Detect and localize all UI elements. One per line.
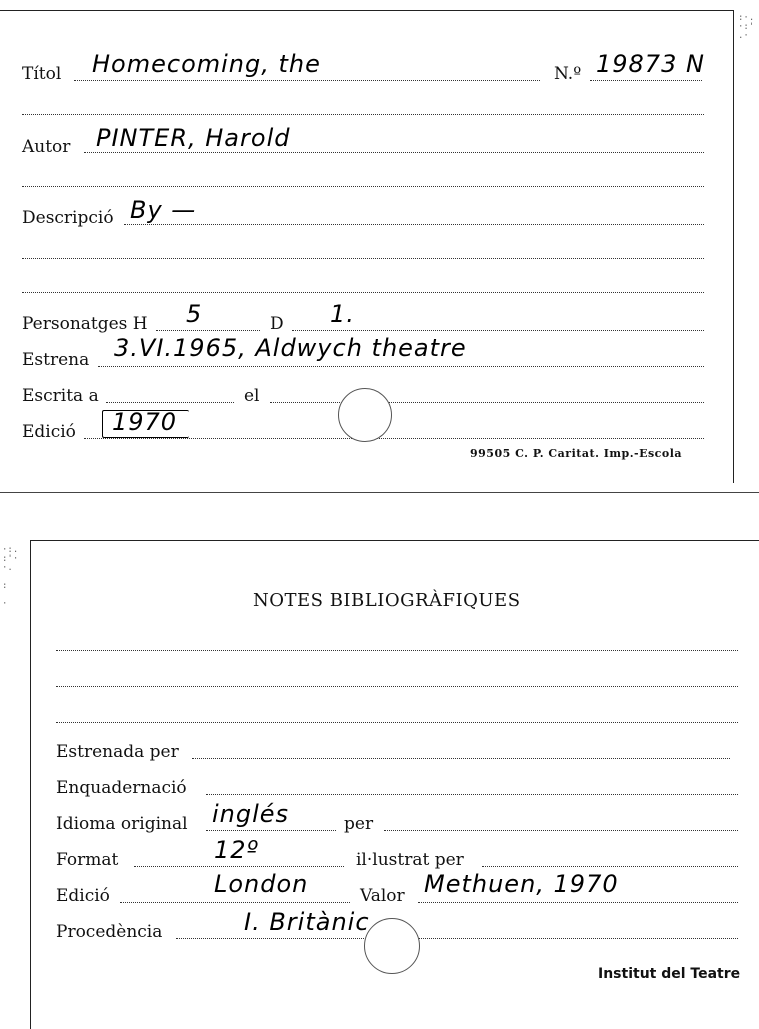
edicio-label-2: Edició — [56, 886, 110, 906]
escrita-label: Escrita a — [22, 386, 99, 406]
descripcio-label: Descripció — [22, 208, 114, 228]
edicio-line-2 — [120, 902, 350, 903]
descripcio-line — [124, 224, 704, 225]
autor-line — [84, 152, 704, 153]
blank-line — [56, 650, 738, 651]
el-label: el — [244, 386, 260, 406]
blank-line — [22, 292, 704, 293]
enquadernacio-line — [206, 794, 738, 795]
autor-value: PINTER, Harold — [96, 124, 291, 152]
estrenada-label: Estrenada per — [56, 742, 179, 762]
estrena-value: 3.VI.1965, Aldwych theatre — [114, 334, 467, 362]
el-line — [270, 402, 704, 403]
per-line — [384, 830, 738, 831]
edicio-value-2: London — [214, 870, 309, 898]
procedencia-value: I. Britànic — [244, 908, 370, 936]
estrena-label: Estrena — [22, 350, 90, 370]
edicio-value: 1970 — [112, 408, 178, 436]
idioma-value: inglés — [212, 800, 290, 828]
titol-label: Títol — [22, 64, 62, 84]
autor-label: Autor — [22, 137, 71, 157]
blank-line — [22, 258, 704, 259]
personatges-d-label: D — [270, 314, 284, 334]
estrenada-line — [192, 758, 730, 759]
illustrat-line — [482, 866, 738, 867]
edicio-label: Edició — [22, 422, 76, 442]
personatges-d-line — [292, 330, 704, 331]
idioma-label: Idioma original — [56, 814, 188, 834]
printer-imprint: 99505 C. P. Caritat. Imp.-Escola — [470, 447, 683, 460]
personatges-label: Personatges H — [22, 314, 148, 334]
format-label: Format — [56, 850, 119, 870]
titol-value: Homecoming, the — [92, 50, 321, 78]
personatges-h-value: 5 — [186, 300, 203, 328]
card-separator — [0, 492, 759, 493]
enquadernacio-label: Enquadernació — [56, 778, 187, 798]
numero-line — [590, 80, 702, 81]
procedencia-line — [176, 938, 738, 939]
blank-line — [56, 722, 738, 723]
blank-line — [56, 686, 738, 687]
escrita-line — [106, 402, 234, 403]
scan-specks: ·:. :'· ·. : · — [2, 545, 19, 609]
procedencia-label: Procedència — [56, 922, 163, 942]
numero-value: 19873 N — [596, 50, 705, 78]
valor-line — [418, 902, 738, 903]
valor-label: Valor — [360, 886, 405, 906]
per-label: per — [344, 814, 374, 834]
idioma-line — [206, 830, 336, 831]
punch-hole — [338, 388, 392, 442]
edicio-line — [84, 438, 704, 439]
blank-line — [22, 114, 704, 115]
scan-specks: :·. ·:' .· — [738, 13, 755, 41]
format-line — [134, 866, 344, 867]
personatges-d-value: 1. — [330, 300, 355, 328]
numero-label: N.º — [554, 64, 582, 84]
blank-line — [22, 186, 704, 187]
personatges-h-line — [156, 330, 260, 331]
institut-imprint: Institut del Teatre — [598, 966, 741, 982]
estrena-line — [98, 366, 704, 367]
titol-line — [74, 80, 540, 81]
format-value: 12º — [214, 836, 259, 864]
valor-value: Methuen, 1970 — [424, 870, 619, 898]
notes-title: NOTES BIBLIOGRÀFIQUES — [253, 590, 521, 611]
descripcio-value: By — — [130, 196, 197, 224]
punch-hole — [364, 918, 420, 974]
illustrat-label: il·lustrat per — [356, 850, 464, 870]
